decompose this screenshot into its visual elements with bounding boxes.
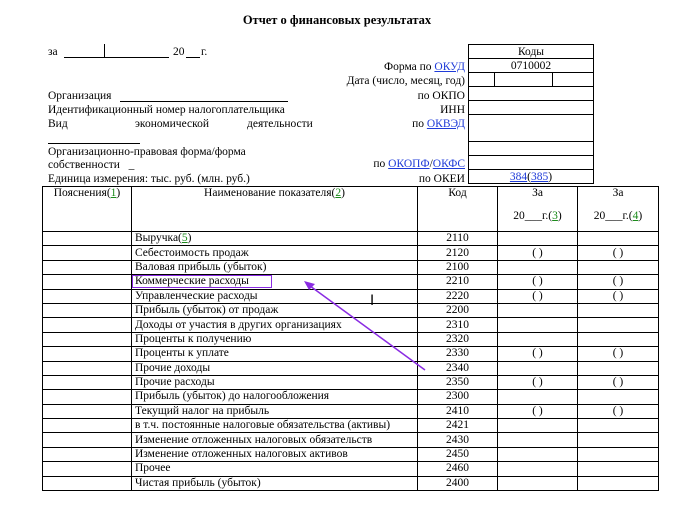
okud-link[interactable]: ОКУД bbox=[434, 61, 465, 73]
activity-econ: экономической bbox=[135, 118, 209, 130]
code-cell: 2350 bbox=[418, 375, 498, 389]
p1-ref-link[interactable]: 3 bbox=[552, 210, 558, 222]
annotation-arrow-line bbox=[306, 283, 425, 370]
indicator-name: Изменение отложенных налоговых обязательств bbox=[135, 433, 373, 446]
okei-link-a[interactable]: 384 bbox=[509, 170, 528, 183]
okud-label: Форма по ОКУД bbox=[384, 61, 465, 73]
code-cell: 2330 bbox=[418, 347, 498, 361]
okved-label: по ОКВЭД bbox=[412, 118, 465, 130]
org-label: Организация bbox=[48, 90, 112, 102]
col-code-header: Код bbox=[418, 187, 498, 232]
col-period2-header: За 20___г.(4) bbox=[578, 187, 659, 232]
opf-label-1: Организационно-правовая форма/форма bbox=[48, 146, 246, 158]
indicator-name: Выручка bbox=[135, 232, 179, 245]
notes-ref-link[interactable]: 1 bbox=[110, 187, 117, 199]
code-cell: 2100 bbox=[418, 260, 498, 274]
indicator-name: Изменение отложенных налоговых активов bbox=[135, 448, 348, 461]
inn-short-label: ИНН bbox=[440, 104, 465, 116]
indicator-name: Проценты к уплате bbox=[135, 347, 229, 360]
col-period1-header: За 20___г.(3) bbox=[498, 187, 578, 232]
indicator-name: Управленческие расходы bbox=[135, 289, 258, 302]
activity-vid: Вид bbox=[48, 118, 68, 130]
indicator-name: Прочие расходы bbox=[135, 376, 215, 389]
period-year-suffix: г. bbox=[201, 46, 208, 58]
okpo-label: по ОКПО bbox=[417, 90, 465, 102]
indicator-name: Прибыль (убыток) от продаж bbox=[135, 304, 279, 317]
code-cell: 2200 bbox=[418, 303, 498, 317]
value1-cell[interactable]: ( ) bbox=[498, 375, 578, 389]
name-cell: Выручка(5) bbox=[132, 232, 418, 246]
code-cell: 2210 bbox=[418, 275, 498, 289]
form-code[interactable]: 0710002 bbox=[469, 59, 594, 73]
value1-cell[interactable]: ( ) bbox=[498, 404, 578, 418]
code-cell: 2450 bbox=[418, 447, 498, 461]
indicator-name: Текущий налог на прибыль bbox=[135, 404, 270, 417]
code-cell: 2410 bbox=[418, 404, 498, 418]
code-cell: 2430 bbox=[418, 433, 498, 447]
okei-label: по ОКЕИ bbox=[418, 173, 465, 185]
indicator-name: Доходы от участия в других организациях bbox=[135, 318, 342, 331]
inn-label: Идентификационный номер налогоплательщика bbox=[48, 104, 285, 116]
code-cell: 2421 bbox=[418, 419, 498, 433]
period-prefix: за bbox=[48, 46, 58, 58]
indicator-name: Прочее bbox=[135, 462, 171, 475]
value1-cell[interactable]: ( ) bbox=[498, 347, 578, 361]
value2-cell[interactable]: ( ) bbox=[578, 275, 659, 289]
indicator-name: Чистая прибыль (убыток) bbox=[135, 476, 261, 489]
indicator-name: Прибыль (убыток) до налогообложения bbox=[135, 390, 330, 403]
period-year-prefix: 20 bbox=[173, 46, 185, 58]
unit-label: Единица измерения: тыс. руб. (млн. руб.) bbox=[48, 173, 250, 185]
indicator-name: Коммерческие расходы bbox=[132, 275, 272, 288]
okei-link-b[interactable]: 385 bbox=[531, 170, 549, 183]
value1-cell[interactable]: ( ) bbox=[498, 289, 578, 303]
code-cell: 2120 bbox=[418, 246, 498, 260]
code-cell: 2320 bbox=[418, 332, 498, 346]
code-cell: 2310 bbox=[418, 318, 498, 332]
value2-cell[interactable]: ( ) bbox=[578, 404, 659, 418]
col-notes-header: Пояснения(1) bbox=[43, 187, 132, 232]
value2-cell[interactable]: ( ) bbox=[578, 246, 659, 260]
okopf-link[interactable]: ОКОПФ bbox=[388, 158, 430, 170]
code-cell: 2300 bbox=[418, 390, 498, 404]
indicator-name: Прочие доходы bbox=[135, 361, 211, 374]
date-label: Дата (число, месяц, год) bbox=[346, 75, 465, 87]
indicator-name: Себестоимость продаж bbox=[135, 246, 249, 259]
code-cell: 2400 bbox=[418, 476, 498, 490]
code-cell: 2220 bbox=[418, 289, 498, 303]
indicator-name: Проценты к получению bbox=[135, 332, 252, 345]
value2-cell[interactable]: ( ) bbox=[578, 375, 659, 389]
mouse-ibeam-icon: I bbox=[370, 293, 375, 309]
value1-cell[interactable]: ( ) bbox=[498, 275, 578, 289]
opf-label-2: собственности _ bbox=[48, 159, 135, 171]
okei-code[interactable]: 384(385) bbox=[469, 170, 594, 184]
indicator-ref-link[interactable]: 5 bbox=[181, 232, 188, 245]
okopf-label: по ОКОПФ/ОКФС bbox=[373, 158, 465, 170]
indicator-name: в т.ч. постоянные налоговые обязательства (активы) bbox=[135, 419, 391, 432]
value2-cell[interactable]: ( ) bbox=[578, 347, 659, 361]
activity-word: деятельности bbox=[247, 118, 313, 130]
p2-ref-link[interactable]: 4 bbox=[632, 210, 639, 222]
code-cell: 2460 bbox=[418, 462, 498, 476]
col-name-header: Наименование показателя(2) bbox=[132, 187, 418, 232]
value2-cell[interactable]: ( ) bbox=[578, 289, 659, 303]
page-title: Отчет о финансовых результатах bbox=[242, 13, 432, 27]
code-cell: 2110 bbox=[418, 232, 498, 246]
code-cell: 2340 bbox=[418, 361, 498, 375]
okved-link[interactable]: ОКВЭД bbox=[426, 118, 465, 130]
codes-header: Коды bbox=[469, 45, 594, 59]
value1-cell[interactable]: ( ) bbox=[498, 246, 578, 260]
name-ref-link[interactable]: 2 bbox=[335, 187, 342, 199]
indicator-name: Валовая прибыль (убыток) bbox=[135, 260, 267, 273]
okfs-link[interactable]: ОКФС bbox=[432, 158, 465, 170]
